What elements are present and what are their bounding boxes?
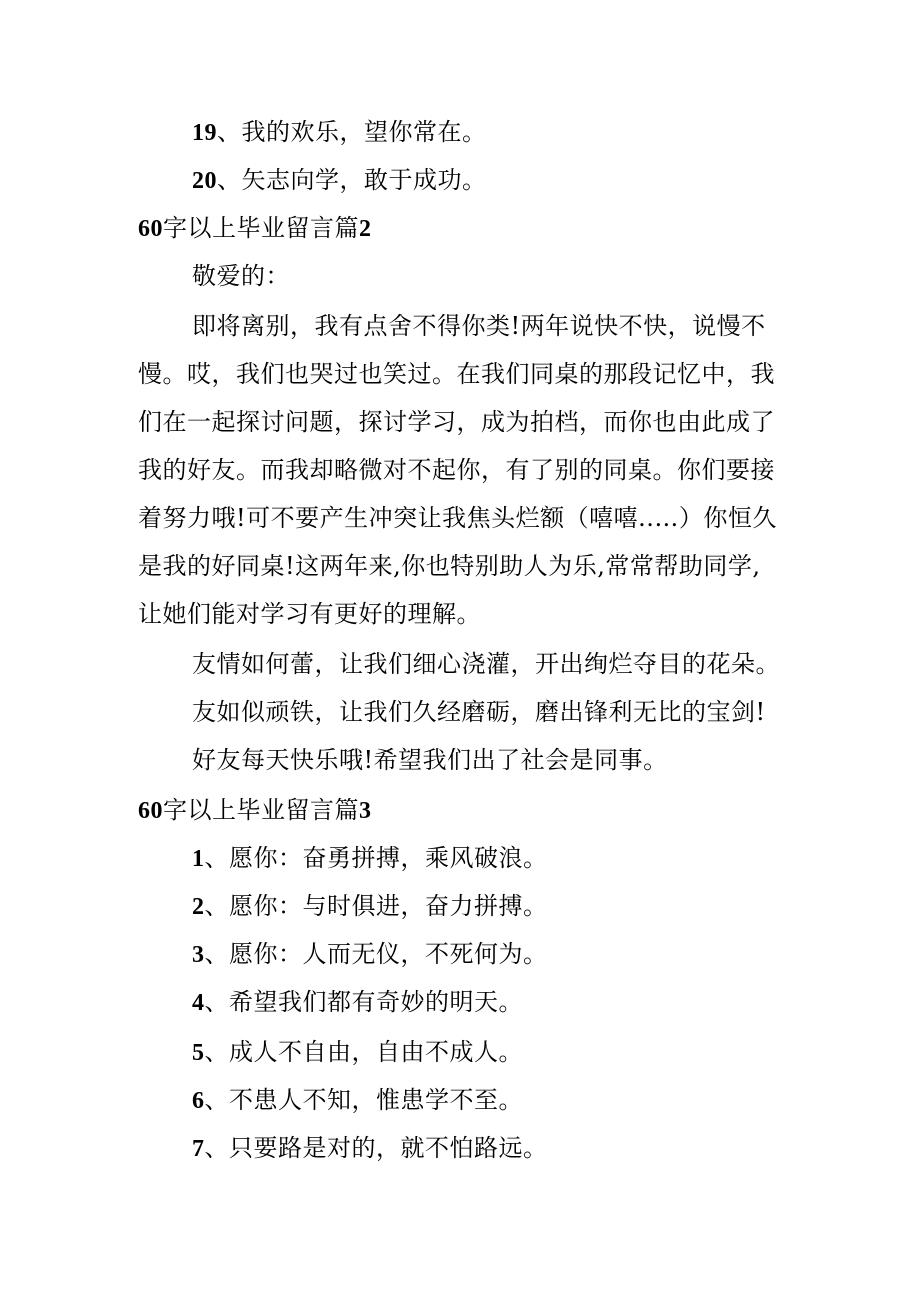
section-heading-2 (138, 212, 372, 245)
item-text: 、愿你：与时俱进，奋力拼搏。 (204, 892, 548, 920)
item-number: 1 (192, 846, 205, 872)
paragraph-line: 即将离别，我有点舍不得你类!两年说快不快，说慢不 (192, 312, 766, 340)
list-item (192, 890, 548, 923)
heading-suffix: 3 (359, 798, 372, 824)
item-number: 2 (192, 894, 205, 920)
heading-number: 60 (138, 798, 163, 824)
list-item (192, 116, 487, 149)
paragraph-line: 们在一起探讨问题，探讨学习，成为拍档，而你也由此成了 (138, 408, 775, 436)
item-number: 3 (192, 942, 205, 968)
item-text: 、愿你：奋勇拼搏，乘风破浪。 (204, 844, 548, 872)
paragraph: 友情如何蕾，让我们细心浇灌，开出绚烂夺目的花朵。 (192, 650, 780, 678)
item-number: 5 (192, 1040, 205, 1066)
item-number: 20 (192, 168, 217, 194)
heading-suffix: 2 (359, 216, 372, 242)
item-text: 、我的欢乐，望你常在。 (217, 118, 487, 146)
paragraph: 友如似顽铁，让我们久经磨砺，磨出锋利无比的宝剑! (192, 698, 766, 726)
paragraph-line: 让她们能对学习有更好的理解。 (138, 600, 481, 628)
greeting: 敬爱的： (192, 262, 290, 290)
paragraph: 好友每天快乐哦!希望我们出了社会是同事。 (192, 746, 668, 774)
heading-text: 字以上毕业留言篇 (163, 796, 359, 824)
paragraph-line: 着努力哦!可不要产生冲突让我焦头烂额（嘻嘻..…）你恒久 (138, 504, 777, 532)
item-text: 、只要路是对的，就不怕路远。 (204, 1134, 548, 1162)
list-item (192, 1132, 548, 1165)
list-item (192, 842, 548, 875)
item-text: 、矢志向学，敢于成功。 (217, 166, 487, 194)
list-item (192, 1084, 523, 1117)
paragraph-line: 慢。哎，我们也哭过也笑过。在我们同桌的那段记忆中，我 (138, 360, 775, 388)
item-number: 4 (192, 990, 205, 1016)
paragraph-line: 我的好友。而我却略微对不起你，有了别的同桌。你们要接 (138, 456, 775, 484)
item-text: 、希望我们都有奇妙的明天。 (204, 988, 523, 1016)
item-text: 、愿你：人而无仪，不死何为。 (204, 940, 548, 968)
paragraph-line: 是我的好同桌!这两年来,你也特别助人为乐,常常帮助同学, (138, 552, 761, 580)
item-number: 7 (192, 1136, 205, 1162)
item-number: 19 (192, 120, 217, 146)
list-item (192, 986, 523, 1019)
item-text: 、成人不自由，自由不成人。 (204, 1038, 523, 1066)
list-item (192, 164, 487, 197)
item-text: 、不患人不知，惟患学不至。 (204, 1086, 523, 1114)
list-item (192, 1036, 523, 1069)
item-number: 6 (192, 1088, 205, 1114)
heading-text: 字以上毕业留言篇 (163, 214, 359, 242)
section-heading-3 (138, 794, 372, 827)
list-item (192, 938, 548, 971)
heading-number: 60 (138, 216, 163, 242)
